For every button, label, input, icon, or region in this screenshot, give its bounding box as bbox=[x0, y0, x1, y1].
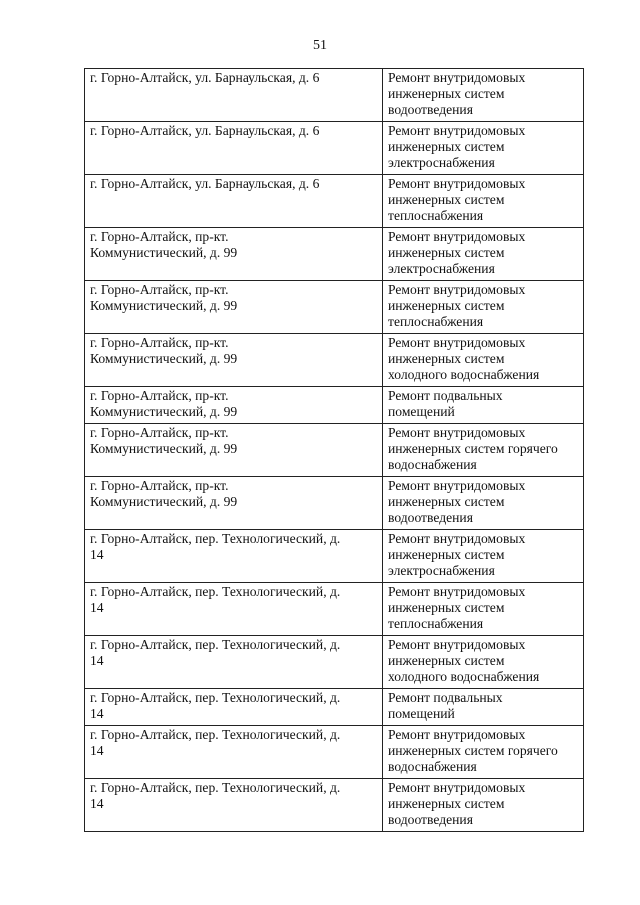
work-type-cell: Ремонт подвальных помещений bbox=[383, 689, 584, 726]
address-cell: г. Горно-Алтайск, пер. Технологический, д. 14 bbox=[85, 726, 383, 779]
work-type-cell: Ремонт внутридомовых инженерных систем теплоснабжения bbox=[383, 281, 584, 334]
address-cell: г. Горно-Алтайск, пр-кт. Коммунистический, д. 99 bbox=[85, 281, 383, 334]
work-type-cell: Ремонт внутридомовых инженерных систем теплоснабжения bbox=[383, 583, 584, 636]
table-row bbox=[85, 477, 584, 530]
address-cell: г. Горно-Алтайск, пер. Технологический, д. 14 bbox=[85, 779, 383, 832]
table-row bbox=[85, 387, 584, 424]
address-cell: г. Горно-Алтайск, пр-кт. Коммунистический, д. 99 bbox=[85, 477, 383, 530]
work-type-cell: Ремонт внутридомовых инженерных систем водоотведения bbox=[383, 69, 584, 122]
address-cell: г. Горно-Алтайск, пер. Технологический, д. 14 bbox=[85, 636, 383, 689]
work-type-cell: Ремонт внутридомовых инженерных систем водоотведения bbox=[383, 779, 584, 832]
address-cell: г. Горно-Алтайск, ул. Барнаульская, д. 6 bbox=[85, 175, 383, 228]
table-row bbox=[85, 583, 584, 636]
work-type-cell: Ремонт внутридомовых инженерных систем холодного водоснабжения bbox=[383, 334, 584, 387]
table-row bbox=[85, 689, 584, 726]
table-row bbox=[85, 122, 584, 175]
work-type-cell: Ремонт внутридомовых инженерных систем холодного водоснабжения bbox=[383, 636, 584, 689]
page-number: 51 bbox=[313, 38, 327, 53]
table-row bbox=[85, 175, 584, 228]
address-cell: г. Горно-Алтайск, ул. Барнаульская, д. 6 bbox=[85, 69, 383, 122]
table-row bbox=[85, 228, 584, 281]
address-cell: г. Горно-Алтайск, пр-кт. Коммунистический, д. 99 bbox=[85, 424, 383, 477]
table-row bbox=[85, 779, 584, 832]
address-cell: г. Горно-Алтайск, пр-кт. Коммунистический, д. 99 bbox=[85, 334, 383, 387]
address-cell: г. Горно-Алтайск, пр-кт. Коммунистический, д. 99 bbox=[85, 228, 383, 281]
work-type-cell: Ремонт внутридомовых инженерных систем теплоснабжения bbox=[383, 175, 584, 228]
table-row bbox=[85, 530, 584, 583]
work-type-cell: Ремонт внутридомовых инженерных систем горячего водоснабжения bbox=[383, 424, 584, 477]
table-row bbox=[85, 69, 584, 122]
table-row bbox=[85, 281, 584, 334]
table-row bbox=[85, 636, 584, 689]
work-type-cell: Ремонт внутридомовых инженерных систем электроснабжения bbox=[383, 228, 584, 281]
work-type-cell: Ремонт подвальных помещений bbox=[383, 387, 584, 424]
address-cell: г. Горно-Алтайск, пр-кт. Коммунистический, д. 99 bbox=[85, 387, 383, 424]
work-type-cell: Ремонт внутридомовых инженерных систем водоотведения bbox=[383, 477, 584, 530]
table-row bbox=[85, 424, 584, 477]
address-cell: г. Горно-Алтайск, пер. Технологический, д. 14 bbox=[85, 530, 383, 583]
works-table bbox=[84, 68, 584, 832]
table-row bbox=[85, 334, 584, 387]
work-type-cell: Ремонт внутридомовых инженерных систем электроснабжения bbox=[383, 530, 584, 583]
table-row bbox=[85, 726, 584, 779]
work-type-cell: Ремонт внутридомовых инженерных систем электроснабжения bbox=[383, 122, 584, 175]
address-cell: г. Горно-Алтайск, пер. Технологический, д. 14 bbox=[85, 689, 383, 726]
address-cell: г. Горно-Алтайск, пер. Технологический, д. 14 bbox=[85, 583, 383, 636]
address-cell: г. Горно-Алтайск, ул. Барнаульская, д. 6 bbox=[85, 122, 383, 175]
table-body bbox=[85, 69, 584, 832]
work-type-cell: Ремонт внутридомовых инженерных систем горячего водоснабжения bbox=[383, 726, 584, 779]
